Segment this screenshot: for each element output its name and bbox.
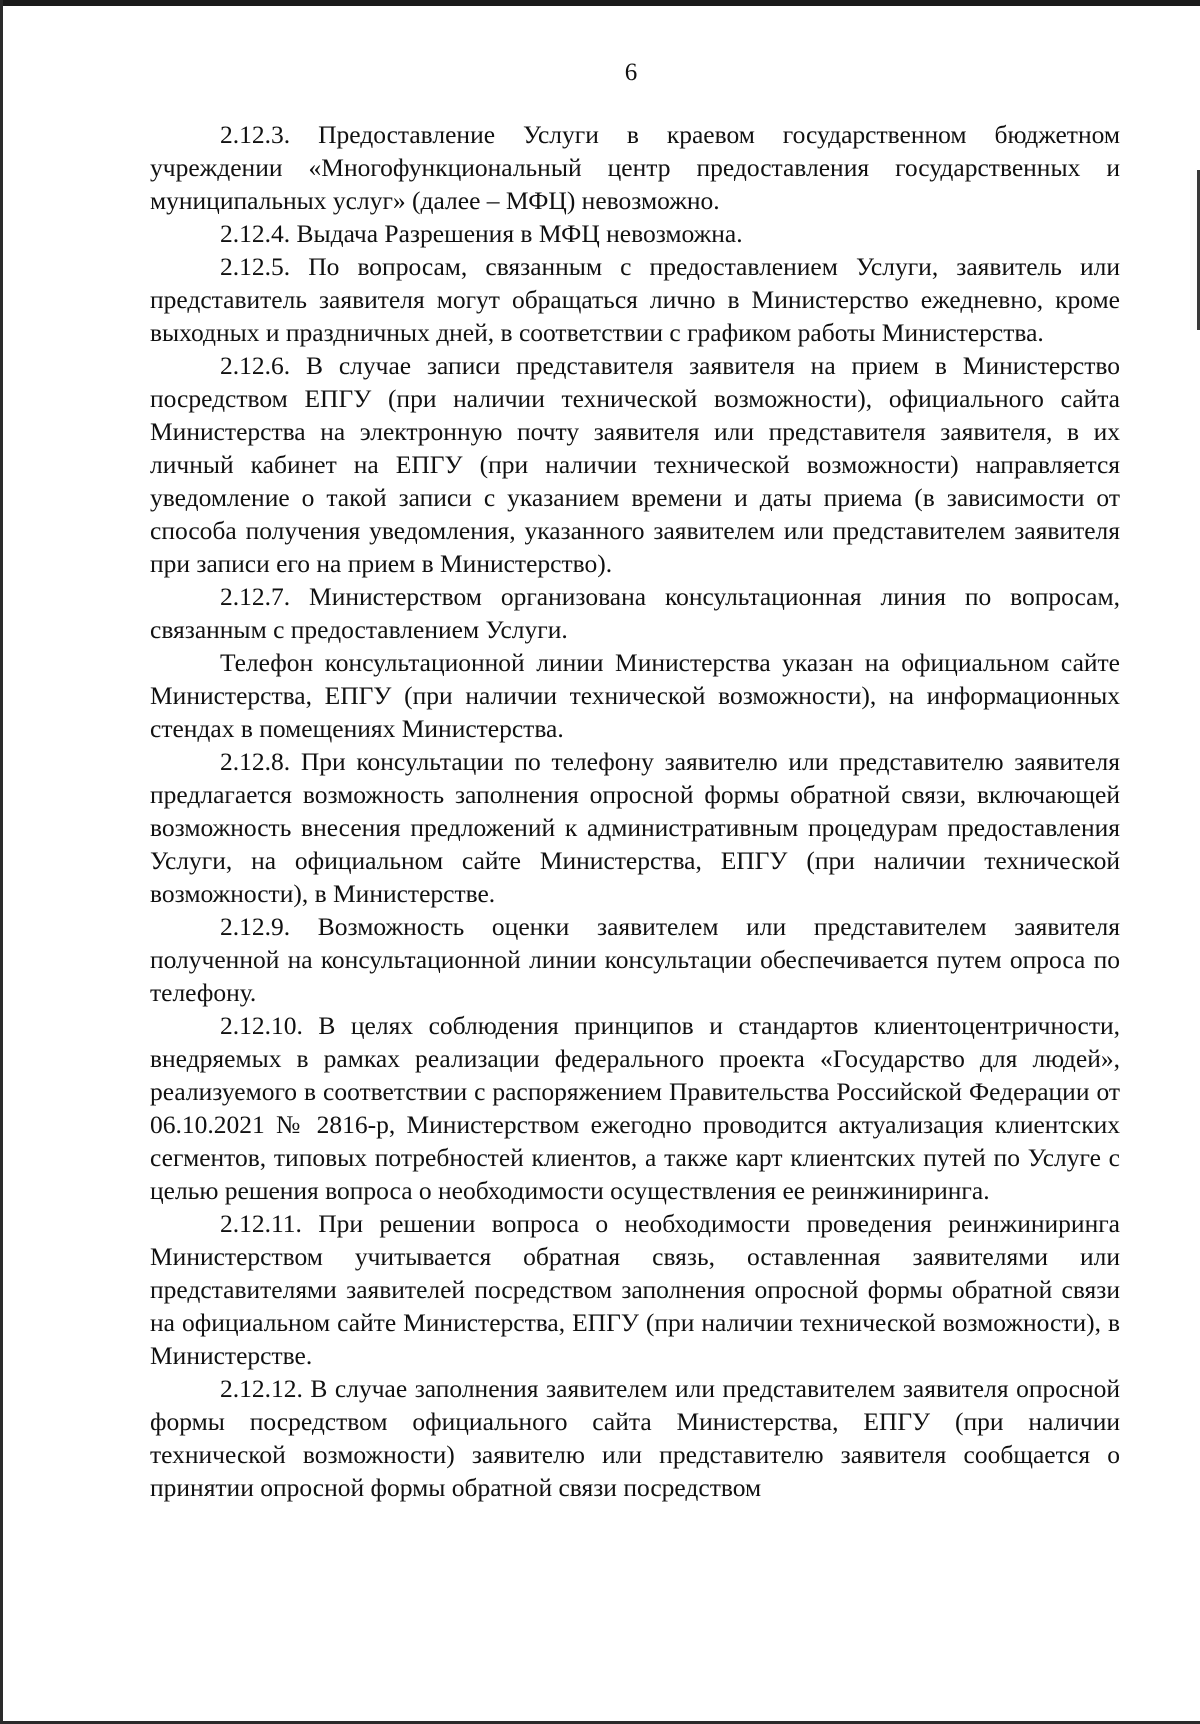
paragraph-2-12-10: 2.12.10. В целях соблюдения принципов и стандартов клиентоцентричности, внедряемых в рамках реализации федерального проекта «Государство для людей», реализуемого в соответствии с распоряжением Правительства Российской Федерации от 06.10.2021 № 2816-р, Министерством ежегодно проводится актуализация клиентских сегментов, типовых потребностей клиентов, а также карт клиентских путей по Услуге с целью решения вопроса о необходимости осуществления ее реинжиниринга. (150, 1011, 1120, 1205)
paragraph-2-12-8: 2.12.8. При консультации по телефону заявителю или представителю заявителя предлагается возможность заполнения опросной формы обратной связи, включающей возможность внесения предложений к административным процедурам предоставления Услуги, на официальном сайте Министерства, ЕПГУ (при наличии технической возможности), в Министерстве. (150, 747, 1120, 908)
paragraph-phone-info: Телефон консультационной линии Министерства указан на официальном сайте Министерства, ЕПГУ (при наличии технической возможности), на информационных стендах в помещениях Министерства. (150, 648, 1120, 743)
paragraph-2-12-3: 2.12.3. Предоставление Услуги в краевом государственном бюджетном учреждении «Многофункциональный центр предоставления государственных и муниципальных услуг» (далее – МФЦ) невозможно. (150, 120, 1120, 215)
scan-edge-top (0, 0, 1200, 6)
scan-edge-left (0, 0, 3, 1724)
paragraph-2-12-11: 2.12.11. При решении вопроса о необходимости проведения реинжиниринга Министерством учитывается обратная связь, оставленная заявителями или представителями заявителей посредством заполнения опросной формы обратной связи на официальном сайте Министерства, ЕПГУ (при наличии технической возможности), в Министерстве. (150, 1209, 1120, 1370)
paragraph-2-12-4: 2.12.4. Выдача Разрешения в МФЦ невозможна. (220, 219, 743, 248)
paragraph-2-12-7: 2.12.7. Министерством организована консультационная линия по вопросам, связанным с предоставлением Услуги. (150, 582, 1120, 644)
paragraph-2-12-12: 2.12.12. В случае заполнения заявителем или представителем заявителя опросной формы посредством официального сайта Министерства, ЕПГУ (при наличии технической возможности) заявителю или представителю заявителя сообщается о принятии опросной формы обратной связи посредством (150, 1374, 1120, 1502)
paragraph-2-12-9: 2.12.9. Возможность оценки заявителем или представителем заявителя полученной на консультационной линии консультации обеспечивается путем опроса по телефону. (150, 912, 1120, 1007)
paragraph-2-12-6: 2.12.6. В случае записи представителя заявителя на прием в Министерство посредством ЕПГУ (при наличии технической возможности), официального сайта Министерства на электронную почту заявителя или представителя заявителя, в их личный кабинет на ЕПГУ (при наличии технической возможности) направляется уведомление о такой записи с указанием времени и даты приема (в зависимости от способа получения уведомления, указанного заявителем или представителем заявителя при записи его на прием в Министерство). (150, 351, 1120, 578)
paragraph-2-12-5: 2.12.5. По вопросам, связанным с предоставлением Услуги, заявитель или представитель заявителя могут обращаться лично в Министерство ежедневно, кроме выходных и праздничных дней, в соответствии с графиком работы Министерства. (150, 252, 1120, 347)
page-number: 6 (624, 59, 638, 86)
document-body (150, 118, 1120, 1504)
